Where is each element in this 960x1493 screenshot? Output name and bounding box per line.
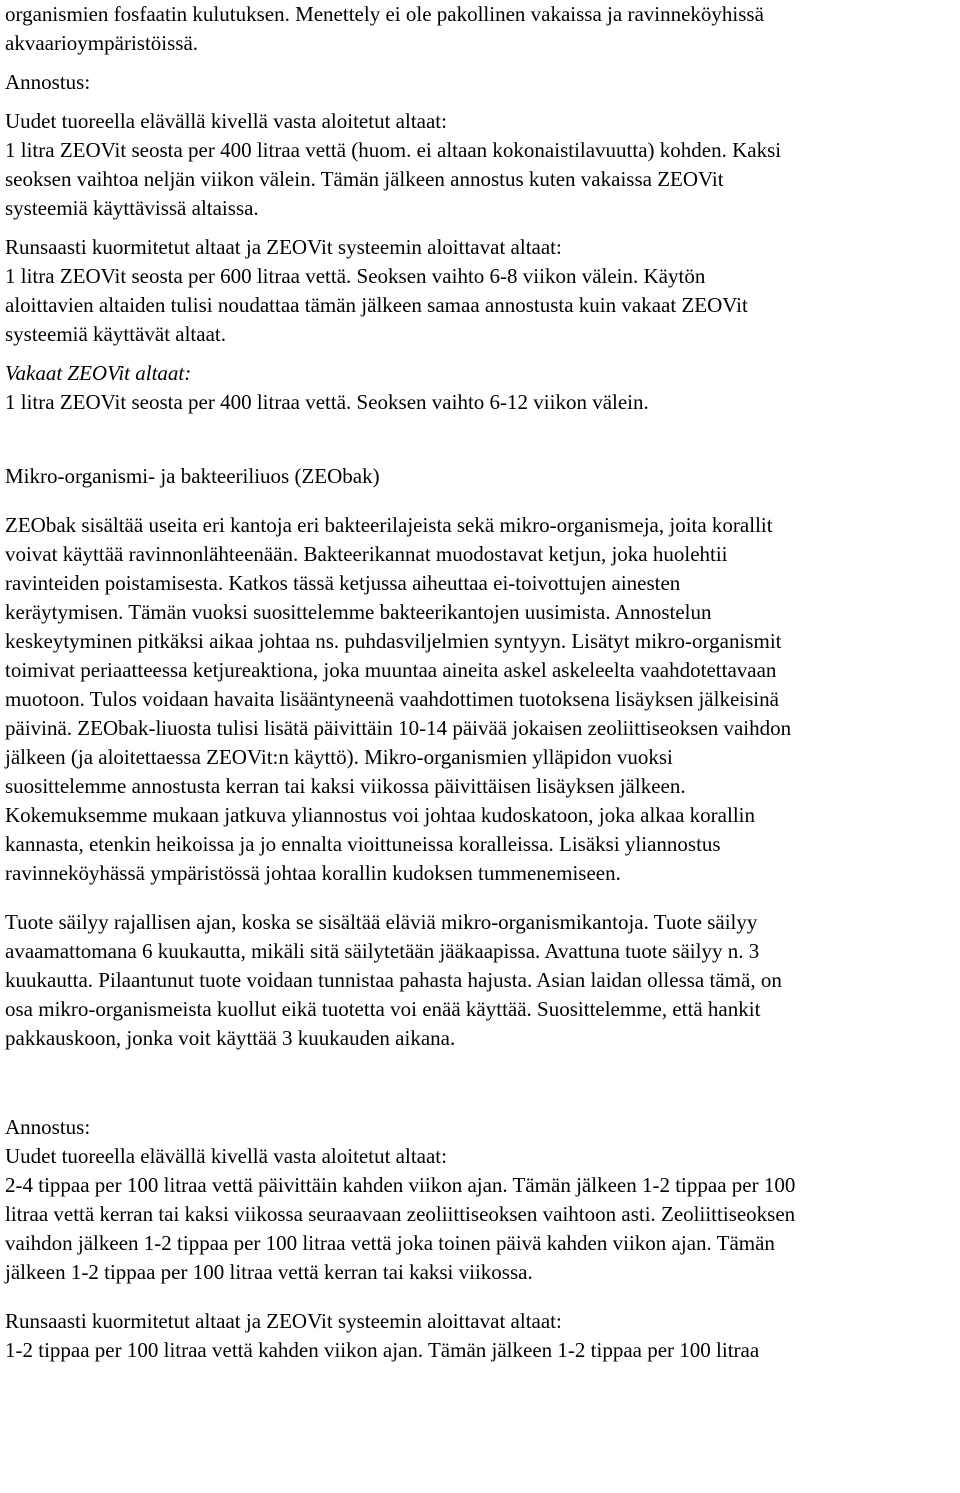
text-line: aloittavien altaiden tulisi noudattaa tämän jälkeen samaa annostusta kuin vakaat ZEOVit [5,293,748,317]
stable-tanks-label: Vakaat ZEOVit altaat: [5,361,192,385]
text-line: kannasta, etenkin heikoissa ja jo ennalta vioittuneissa koralleissa. Lisäksi yliannostus [5,832,721,856]
text-line: ZEObak sisältää useita eri kantoja eri bakteerilajeista sekä mikro-organismeja, joita korallit [5,513,773,537]
dosage-heading: Annostus: [5,70,91,94]
text-line: jälkeen 1-2 tippaa per 100 litraa vettä kerran tai kaksi viikossa. [5,1260,533,1284]
text-line: 1 litra ZEOVit seosta per 600 litraa vettä. Seoksen vaihto 6-8 viikon välein. Käytön [5,264,706,288]
text-line: osa mikro-organismeista kuollut eikä tuotetta voi enää käyttää. Suosittelemme, että hankit [5,997,761,1021]
text-line: pakkauskoon, jonka voit käyttää 3 kuukauden aikana. [5,1026,456,1050]
text-line: ravinneköyhässä ympäristössä johtaa korallin kudoksen tummenemiseen. [5,861,621,885]
text-line: Tuote säilyy rajallisen ajan, koska se sisältää eläviä mikro-organismikantoja. Tuote säilyy [5,910,758,934]
text-line: akvaarioympäristöissä. [5,31,199,55]
text-line: systeemiä käyttävät altaat. [5,322,226,346]
text-line: ravinteiden poistamisesta. Katkos tässä ketjussa aiheuttaa ei-toivottujen ainesten [5,571,681,595]
text-line: systeemiä käyttävissä altaissa. [5,196,259,220]
text-line: kuukautta. Pilaantunut tuote voidaan tunnistaa pahasta hajusta. Asian laidan ollessa tämä, on [5,968,782,992]
text-line: Kokemuksemme mukaan jatkuva yliannostus voi johtaa kudoskatoon, joka alkaa korallin [5,803,756,827]
text-line: suosittelemme annostusta kerran tai kaksi viikossa päivittäisen lisäyksen jälkeen. [5,774,686,798]
text-line: vaihdon jälkeen 1-2 tippaa per 100 litraa vettä joka toinen päivä kahden viikon ajan. Tämän [5,1231,775,1255]
text-line: organismien fosfaatin kulutuksen. Menettely ei ole pakollinen vakaissa ja ravinneköyhissä [5,2,764,26]
text-line: 2-4 tippaa per 100 litraa vettä päivittäin kahden viikon ajan. Tämän jälkeen 1-2 tippaa per 100 [5,1173,796,1197]
heavy-load-label: Runsaasti kuormitetut altaat ja ZEOVit systeemin aloittavat altaat: [5,1309,562,1333]
document-page [5,0,960,1365]
text-line: päivinä. ZEObak-liuosta tulisi lisätä päivittäin 10-14 päivää jokaisen zeoliittiseoksen vaihdon [5,716,792,740]
text-line: jälkeen (ja aloitettaessa ZEOVit:n käyttö). Mikro-organismien ylläpidon vuoksi [5,745,673,769]
text-line: avaamattomana 6 kuukautta, mikäli sitä säilytetään jääkaapissa. Avattuna tuote säilyy n. 3 [5,939,760,963]
text-line: 1-2 tippaa per 100 litraa vettä kahden viikon ajan. Tämän jälkeen 1-2 tippaa per 100 litraa [5,1338,760,1362]
heavy-load-label: Runsaasti kuormitetut altaat ja ZEOVit systeemin aloittavat altaat: [5,235,562,259]
section-title: Mikro-organismi- ja bakteeriliuos (ZEObak) [5,464,380,488]
text-line: voivat käyttää ravinnonlähteenään. Bakteerikannat muodostavat ketjun, joka huolehtii [5,542,728,566]
text-line: keräytymisen. Tämän vuoksi suosittelemme bakteerikantojen uusimista. Annostelun [5,600,712,624]
text-line: muotoon. Tulos voidaan havaita lisääntyneenä vaahdottimen tuotoksena lisäyksen jälkeisinä [5,687,779,711]
text-line: toimivat periaatteessa ketjureaktiona, joka muuntaa aineita askel askeleelta vaahdotettavaan [5,658,777,682]
text-line: keskeytyminen pitkäksi aikaa johtaa ns. puhdasviljelmien syntyyn. Lisätyt mikro-organismit [5,629,782,653]
text-line: 1 litra ZEOVit seosta per 400 litraa vettä. Seoksen vaihto 6-12 viikon välein. [5,390,649,414]
new-tanks-label: Uudet tuoreella elävällä kivellä vasta aloitetut altaat: [5,109,447,133]
dosage-heading: Annostus: [5,1115,91,1139]
new-tanks-label: Uudet tuoreella elävällä kivellä vasta aloitetut altaat: [5,1144,447,1168]
text-line: litraa vettä kerran tai kaksi viikossa seuraavaan zeoliittiseoksen vaihtoon asti. Zeoliittiseoksen [5,1202,796,1226]
text-line: 1 litra ZEOVit seosta per 400 litraa vettä (huom. ei altaan kokonaistilavuutta) kohden. Kaksi [5,138,782,162]
text-line: seoksen vaihtoa neljän viikon välein. Tämän jälkeen annostus kuten vakaissa ZEOVit [5,167,724,191]
